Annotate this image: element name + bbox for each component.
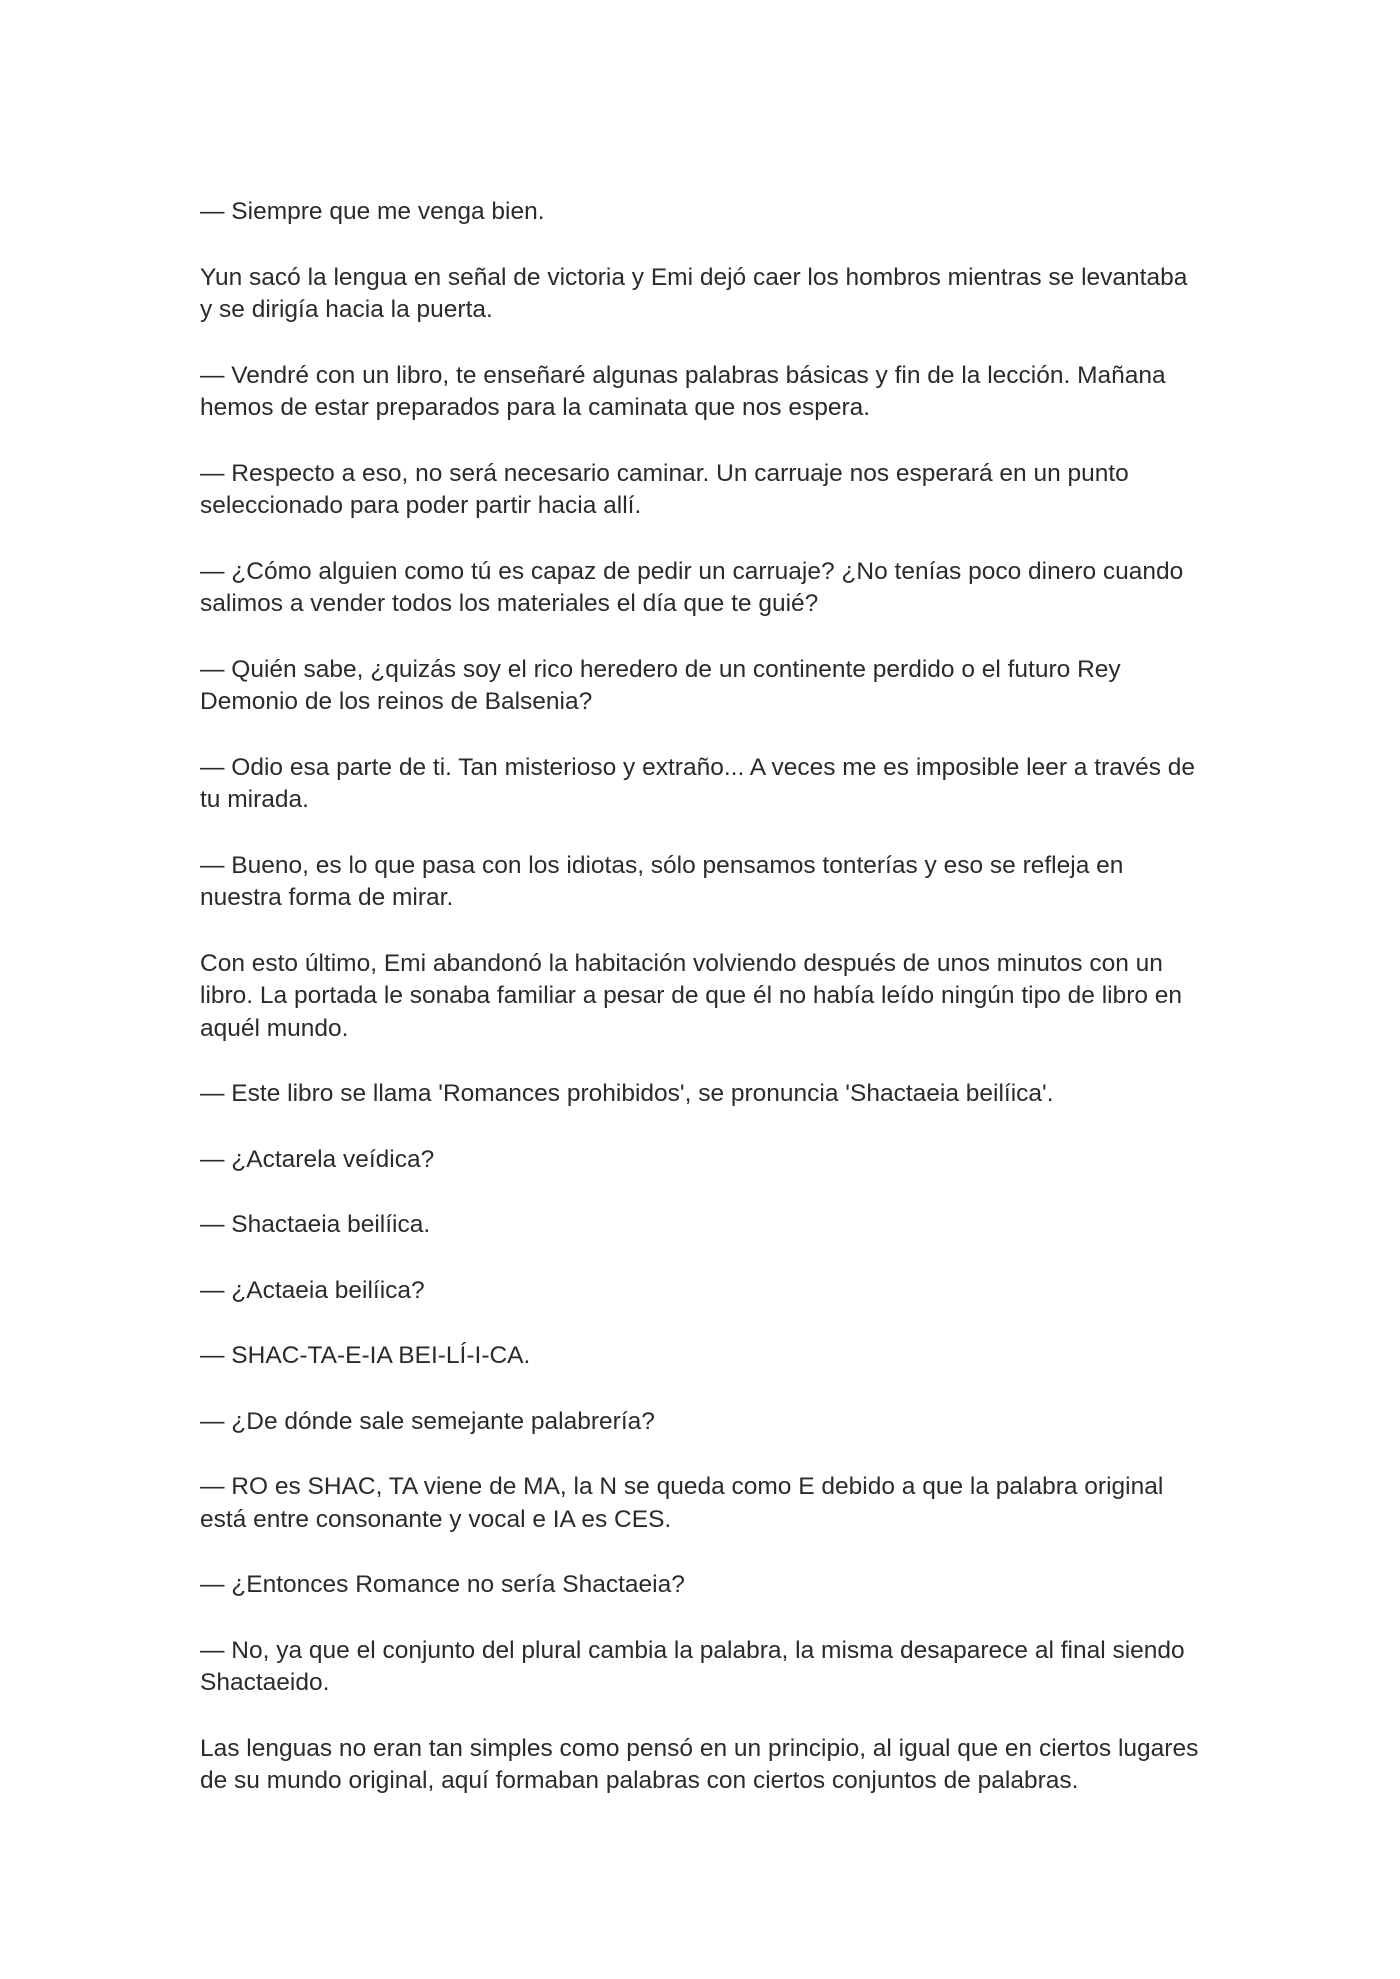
paragraph-dialogue: — Siempre que me venga bien.: [200, 198, 545, 225]
paragraph-dialogue: — Vendré con un libro, te enseñaré algunas palabras básicas y fin de la lección. Mañana hemos de estar preparados para la caminata que nos espera.: [200, 361, 1166, 421]
paragraph-dialogue: — Este libro se llama 'Romances prohibidos', se pronuncia 'Shactaeia beilíica'.: [200, 1080, 1054, 1107]
paragraph-dialogue: — RO es SHAC, TA viene de MA, la N se queda como E debido a que la palabra original está entre consonante y vocal e IA es CES.: [200, 1473, 1164, 1533]
paragraph-dialogue: — ¿Actarela veídica?: [200, 1145, 435, 1173]
paragraph-dialogue: — No, ya que el conjunto del plural cambia la palabra, la misma desaparece al final siendo Shactaeido.: [200, 1636, 1185, 1696]
paragraph-dialogue: — ¿Entonces Romance no sería Shactaeia?: [200, 1571, 685, 1598]
paragraph-dialogue: — ¿Cómo alguien como tú es capaz de pedir un carruaje? ¿No tenías poco dinero cuando salimos a vender todos los materiales el día que te guié?: [200, 557, 1184, 617]
paragraph-dialogue: — ¿De dónde sale semejante palabrería?: [200, 1407, 655, 1435]
paragraph-narration: Yun sacó la lengua en señal de victoria y Emi dejó caer los hombros mientras se levantaba y se dirigía hacia la puerta.: [200, 263, 1188, 323]
document-body: [200, 196, 1205, 1831]
paragraph-dialogue: — SHAC-TA-E-IA BEI-LÍ-I-CA.: [200, 1342, 531, 1369]
paragraph-dialogue: — Shactaeia beilíica.: [200, 1211, 431, 1238]
paragraph-dialogue: — Respecto a eso, no será necesario caminar. Un carruaje nos esperará en un punto seleccionado para poder partir hacia allí.: [200, 459, 1129, 519]
paragraph-dialogue: — ¿Actaeia beilíica?: [200, 1276, 425, 1304]
paragraph-dialogue: — Quién sabe, ¿quizás soy el rico heredero de un continente perdido o el futuro Rey Demonio de los reinos de Balsenia?: [200, 655, 1121, 715]
paragraph-dialogue: — Bueno, es lo que pasa con los idiotas, sólo pensamos tonterías y eso se refleja en nuestra forma de mirar.: [200, 851, 1124, 911]
paragraph-narration: Las lenguas no eran tan simples como pensó en un principio, al igual que en ciertos lugares de su mundo original, aquí formaban palabras con ciertos conjuntos de palabras.: [200, 1734, 1199, 1794]
paragraph-dialogue: — Odio esa parte de ti. Tan misterioso y extraño... A veces me es imposible leer a través de tu mirada.: [200, 753, 1196, 813]
paragraph-narration: Con esto último, Emi abandonó la habitación volviendo después de unos minutos con un libro. La portada le sonaba familiar a pesar de que él no había leído ningún tipo de libro en aquél mundo.: [200, 949, 1183, 1042]
